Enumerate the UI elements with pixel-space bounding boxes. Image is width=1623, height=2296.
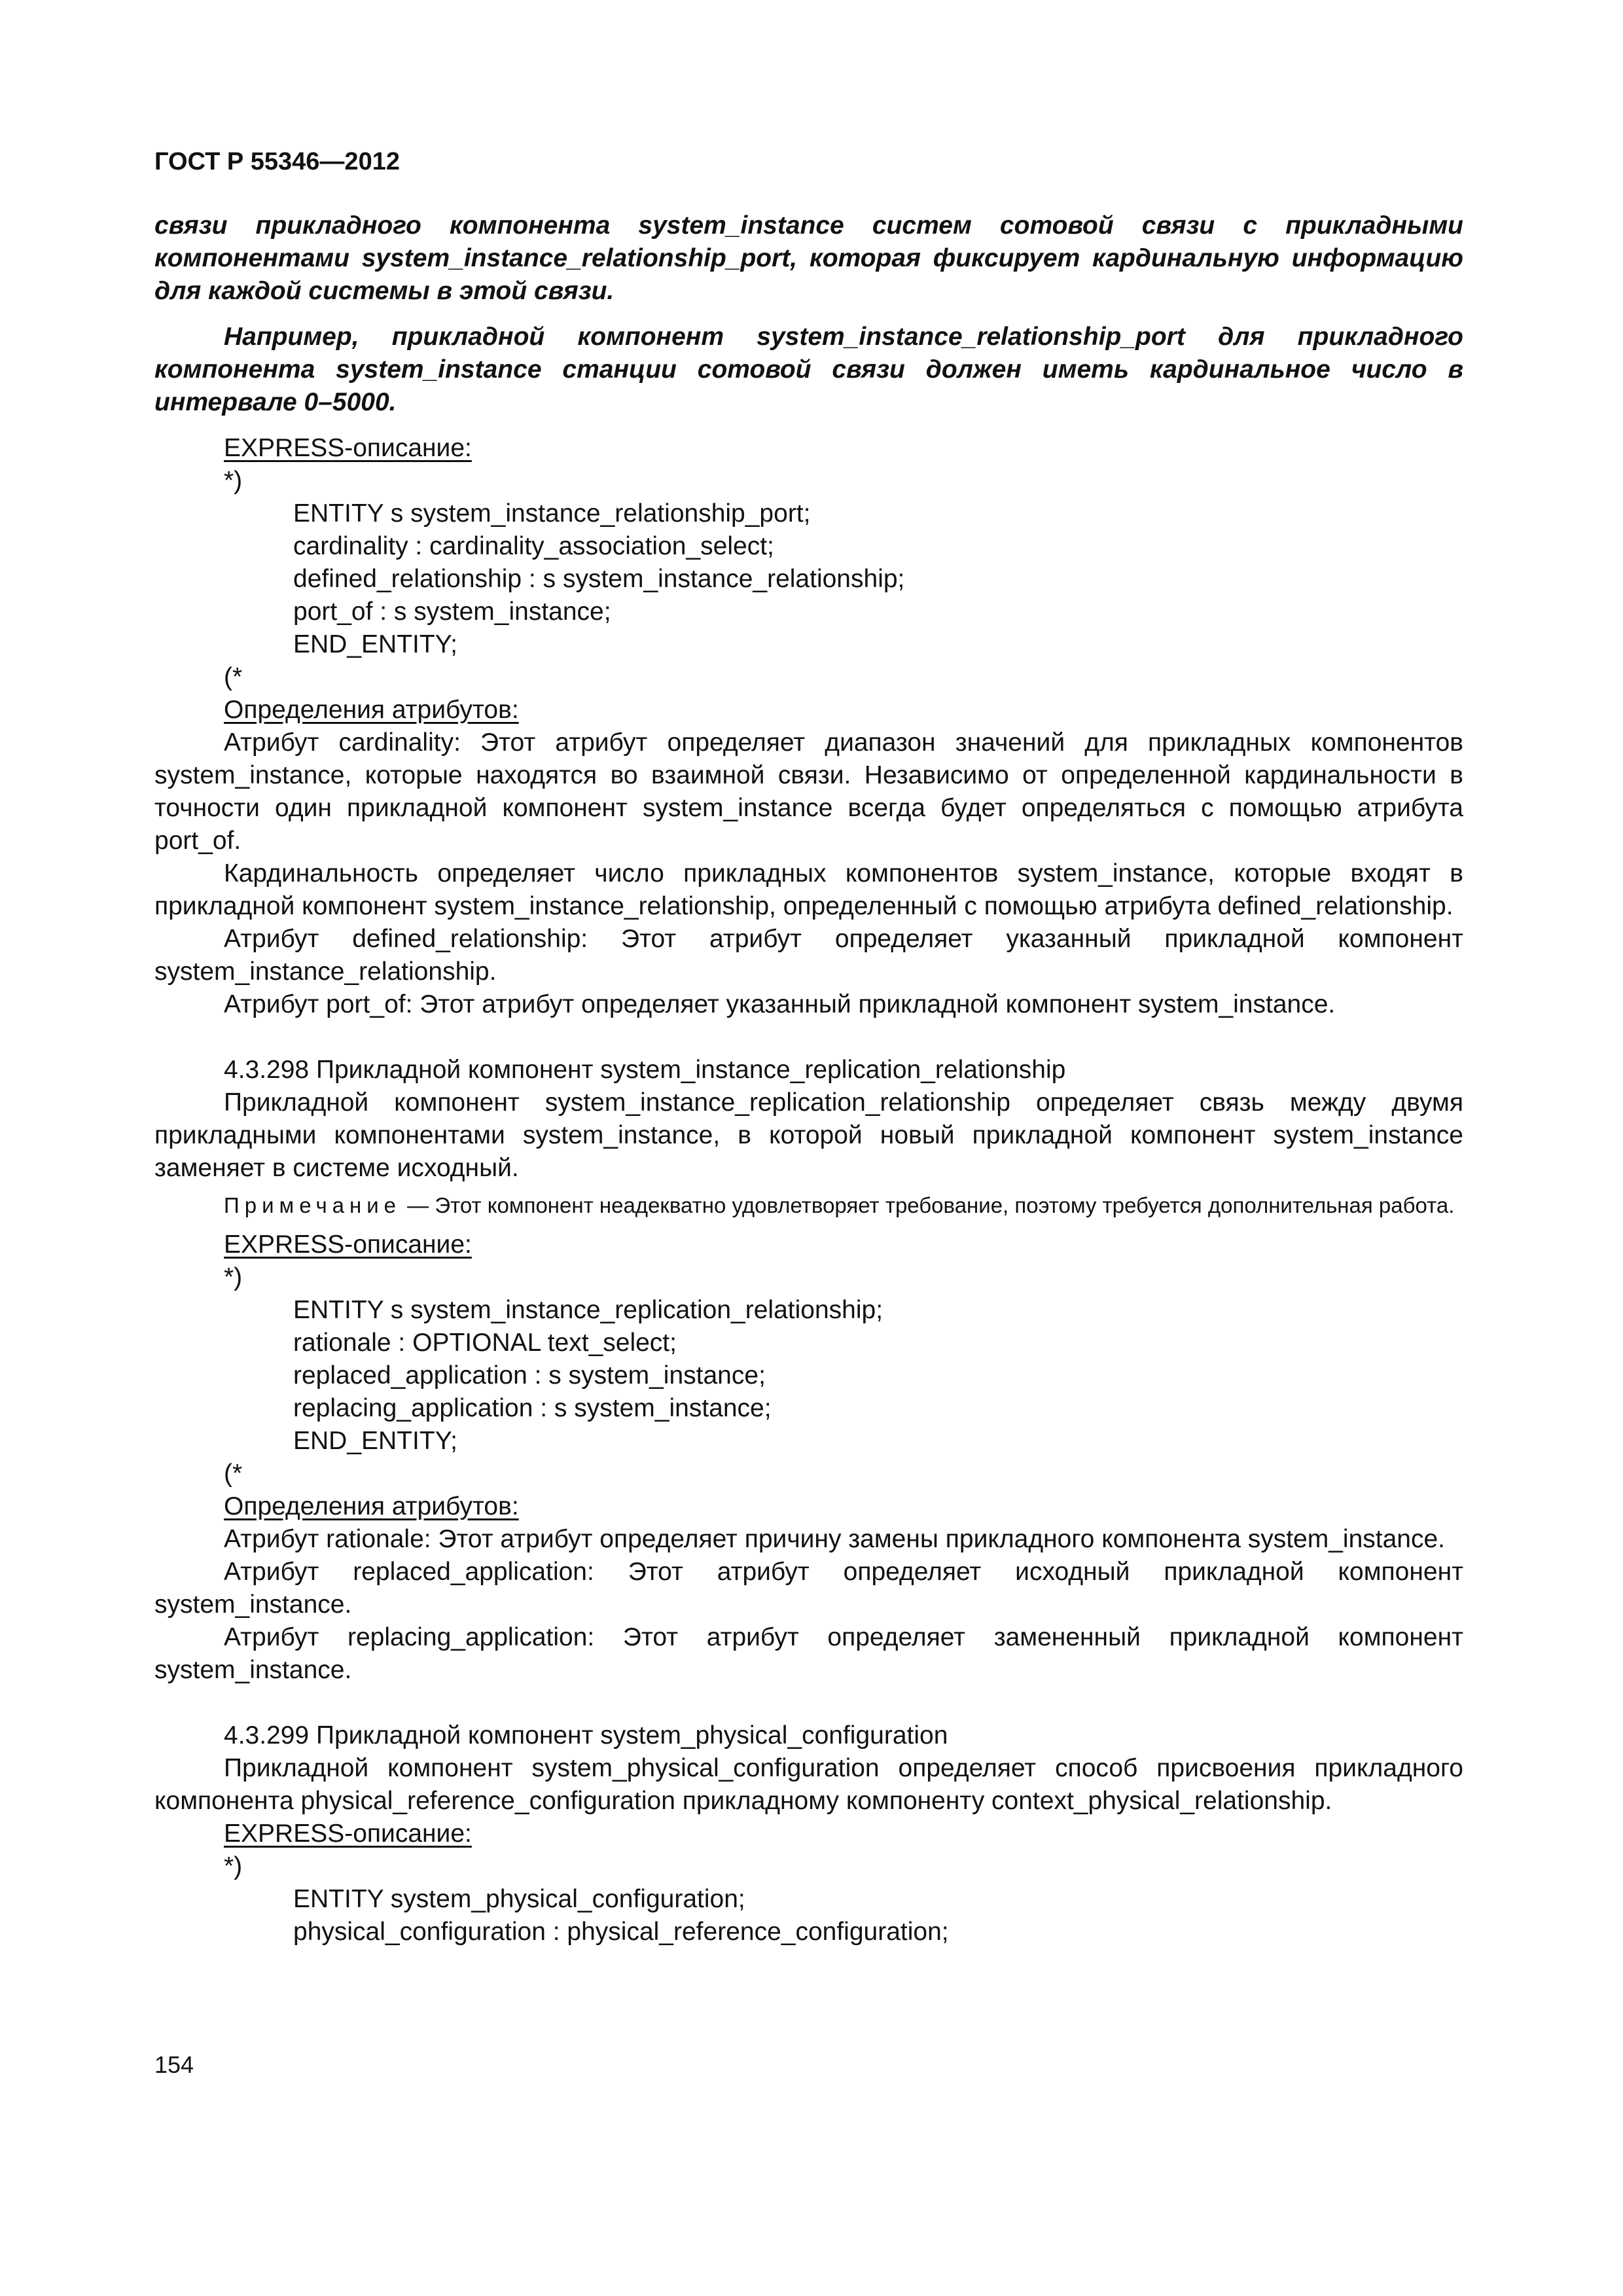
code-line: replaced_application : s system_instance; [293, 1361, 766, 1390]
code-line: ENTITY s system_instance_replication_relationship; [293, 1296, 883, 1324]
section-heading-298: 4.3.298 Прикладной компонент system_instance_replication_relationship [224, 1056, 1066, 1084]
comment-close: *) [224, 467, 243, 495]
code-line: END_ENTITY; [293, 1427, 458, 1455]
attribute-definition: Атрибут replacing_application: Этот атрибут определяет замененный прикладной компонент system_instance. [154, 1623, 1463, 1684]
code-line: defined_relationship : s system_instance_relationship; [293, 565, 905, 593]
comment-open: (* [224, 663, 243, 691]
section-body-298: Прикладной компонент system_instance_replication_relationship определяет связь между двумя прикладными компонентами system_instance, в которой новый прикладной компонент system_instance заменяет в системе исходный. [154, 1088, 1463, 1182]
comment-close: *) [224, 1263, 243, 1291]
code-line: rationale : OPTIONAL text_select; [293, 1329, 677, 1357]
code-line: replacing_application : s system_instance; [293, 1394, 772, 1422]
attribute-definition: Атрибут rationale: Этот атрибут определяет причину замены прикладного компонента system_instance. [224, 1525, 1446, 1553]
code-line: port_of : s system_instance; [293, 598, 611, 626]
page-number: 154 [154, 2051, 194, 2078]
intro-paragraph: связи прикладного компонента system_instance систем сотовой связи с прикладными компонентами system_instance_relationship_port, которая фиксирует кардинальную информацию для каждой системы в этой связи. [154, 211, 1463, 305]
attribute-definitions-label: Определения атрибутов: [224, 696, 519, 724]
code-line: ENTITY system_physical_configuration; [293, 1885, 745, 1913]
express-label: EXPRESS-описание: [224, 434, 472, 462]
code-line: END_ENTITY; [293, 630, 458, 658]
note-text: — Этот компонент неадекватно удовлетворяет требование, поэтому требуется дополнительная работа. [401, 1193, 1455, 1217]
attribute-definition: Кардинальность определяет число прикладных компонентов system_instance, которые входят в прикладной компонент system_instance_relationship, определенный с помощью атрибута defined_relationship. [154, 859, 1463, 920]
code-line: physical_configuration : physical_reference_configuration; [293, 1918, 949, 1946]
code-line: ENTITY s system_instance_relationship_port; [293, 499, 811, 528]
note-label: Примечание [224, 1193, 402, 1217]
section-heading-299: 4.3.299 Прикладной компонент system_physical_configuration [224, 1721, 948, 1749]
attribute-definition: Атрибут port_of: Этот атрибут определяет указанный прикладной компонент system_instance. [224, 990, 1336, 1018]
section-body-299: Прикладной компонент system_physical_configuration определяет способ присвоения прикладного компонента physical_reference_configuration прикладному компоненту context_physical_relationship. [154, 1754, 1463, 1815]
note [154, 1191, 1463, 1219]
example-paragraph: Например, прикладной компонент system_instance_relationship_port для прикладного компонента system_instance станции сотовой связи должен иметь кардинальное число в интервале 0–5000. [154, 323, 1463, 416]
attribute-definition: Атрибут defined_relationship: Этот атрибут определяет указанный прикладной компонент system_instance_relationship. [154, 925, 1463, 986]
comment-close: *) [224, 1852, 243, 1880]
document-header: ГОСТ Р 55346—2012 [154, 148, 400, 175]
code-line: cardinality : cardinality_association_select; [293, 532, 774, 560]
attribute-definition: Атрибут cardinality: Этот атрибут определяет диапазон значений для прикладных компонентов system_instance, которые находятся во взаимной связи. Независимо от определенной кардинальности в точности один прикладной компонент system_instance всегда будет определяться с помощью атрибута port_of. [154, 728, 1463, 855]
page-content [154, 131, 1463, 1948]
comment-open: (* [224, 1460, 243, 1488]
attribute-definition: Атрибут replaced_application: Этот атрибут определяет исходный прикладной компонент system_instance. [154, 1558, 1463, 1619]
express-label: EXPRESS-описание: [224, 1230, 472, 1259]
attribute-definitions-label: Определения атрибутов: [224, 1492, 519, 1520]
express-label: EXPRESS-описание: [224, 1820, 472, 1848]
